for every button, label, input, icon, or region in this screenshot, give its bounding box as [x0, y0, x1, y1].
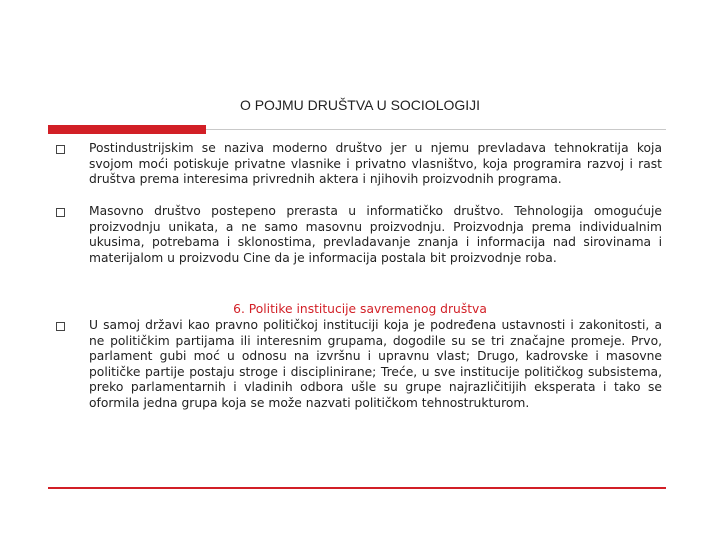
paragraph-information-society: Masovno društvo postepeno prerasta u informatičko društvo. Tehnologija omogućuje proizvodnju unikata, a ne samo masovnu proizvodnju. Proizvodnja prema individualnim ukusima, potrebama i sklonostima, prevladavanje znanja i informacija nad sirovinama i materijalom u proizvodu Cine da je informacija postala bit proizvodnje roba. [89, 204, 662, 265]
paragraph-postindustrial: Postindustrijskim se naziva moderno društvo jer u njemu prevladava tehnokratija koja svojom moći potiskuje privatne vlasnike i privatno vlasništvo, koja programira razvoj i rast društva prema interesima privrednih aktera i njihovih proizvodnih programa. [89, 141, 662, 187]
square-bullet-icon [56, 208, 65, 217]
square-bullet-icon [56, 145, 65, 154]
section-subheading: 6. Politike institucije savremenog društva [233, 302, 487, 316]
square-bullet-icon [56, 322, 65, 331]
paragraph-state-institutions: U samoj državi kao pravno političkoj instituciji koja je podređena ustavnosti i zakonitosti, a ne političkim partijama ili interesnim grupama, dogodile su se tri značajne promeje. Prvo, parlament gubi moć u odnosu na izvršnu i upravnu vlast; Drugo, kadrovske i masovne političke partije postaju stroge i disciplinirane; Treće, u sve institucije političkog subsistema, preko parlamentarnih i vladinih odbora ušle su grupe najrazličitijih eksperata i tako se oformila jedna grupa koja se može nazvati političkom tehnostrukturom. [89, 318, 662, 410]
footer-accent-line [48, 487, 666, 489]
title-divider-line [206, 129, 666, 130]
title-accent-bar [48, 125, 206, 134]
slide-title: O POJMU DRUŠTVA U SOCIOLOGIJI [239, 97, 481, 113]
